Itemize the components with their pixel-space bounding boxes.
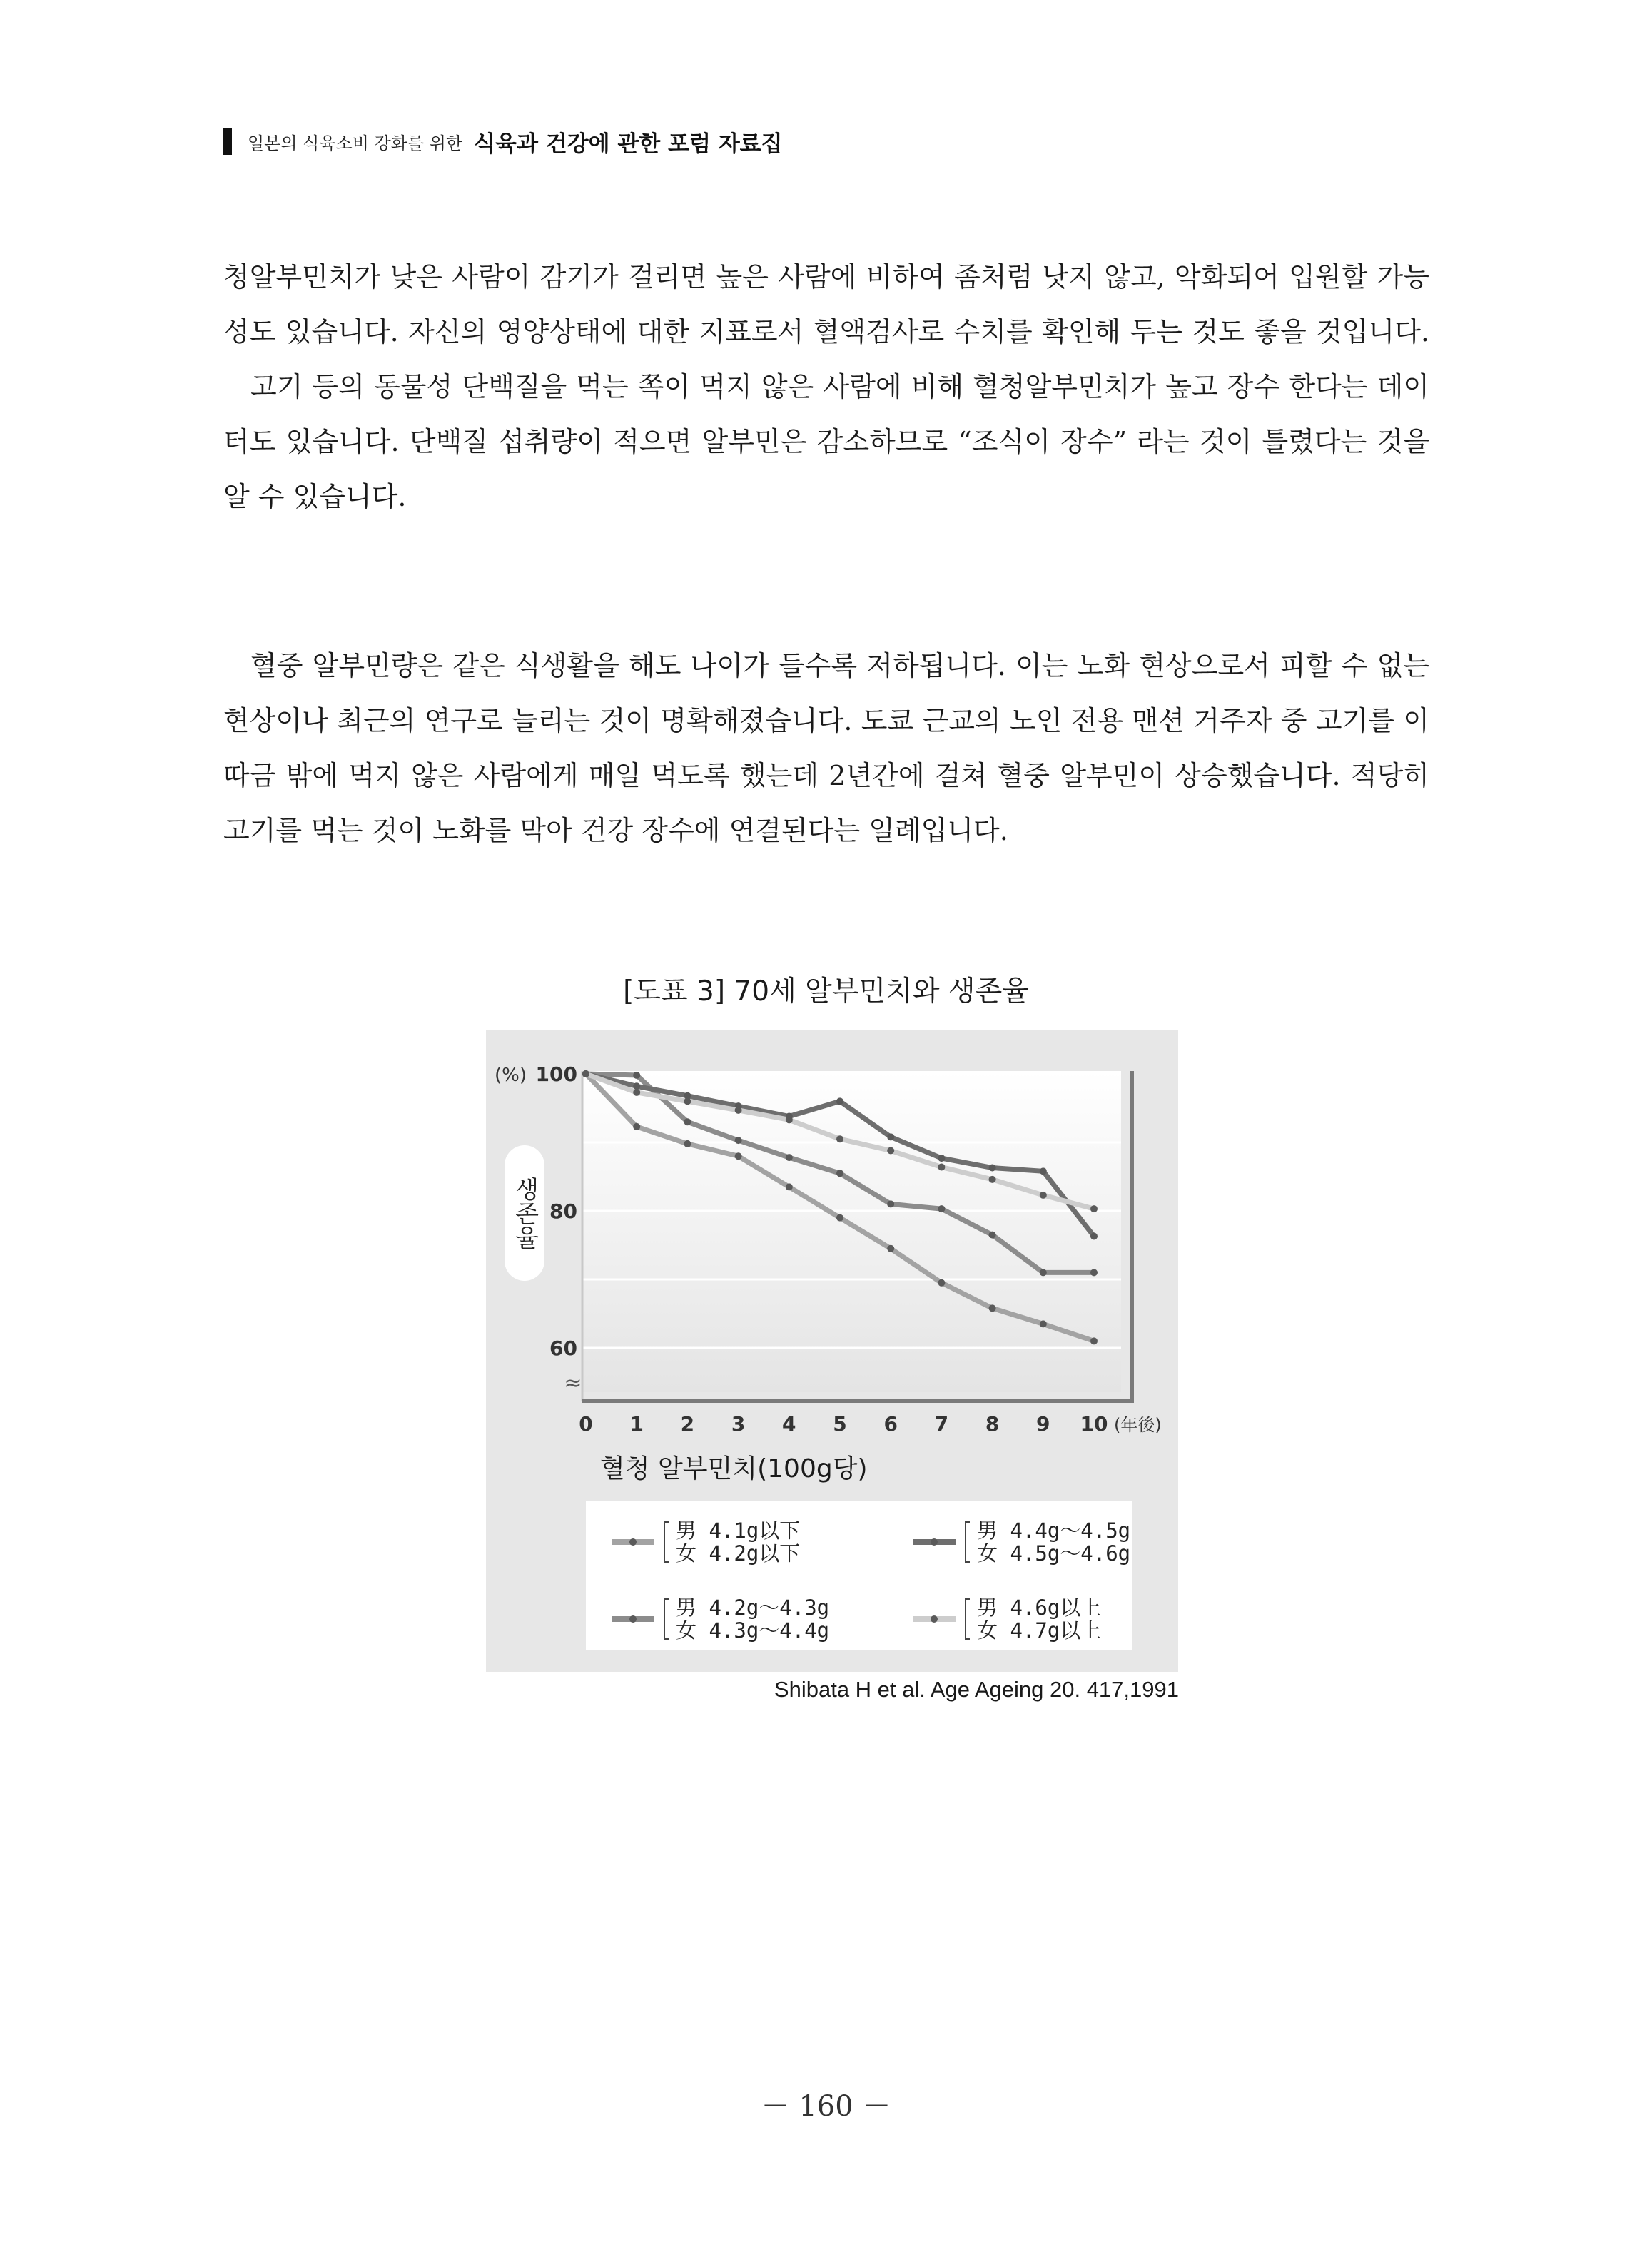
data-point: [1040, 1320, 1047, 1327]
data-point: [989, 1304, 996, 1312]
data-point: [633, 1089, 640, 1096]
survival-chart: [486, 1030, 1178, 1672]
data-point: [989, 1176, 996, 1183]
data-point: [989, 1232, 996, 1239]
x-tick-label: 8: [985, 1412, 1000, 1436]
x-tick-label: 3: [731, 1412, 746, 1436]
x-unit-label: (年後): [1114, 1415, 1162, 1435]
x-tick-label: 0: [579, 1412, 593, 1436]
data-point: [938, 1279, 945, 1287]
legend-swatch-point: [629, 1538, 637, 1546]
legend-female-label: 女 4.3g～4.4g: [676, 1618, 830, 1643]
data-point: [735, 1107, 742, 1114]
y-unit-label: (%): [495, 1065, 527, 1086]
legend-swatch-point: [629, 1615, 637, 1623]
data-point: [786, 1154, 793, 1161]
data-point: [938, 1205, 945, 1212]
figure-title: [도표 3] 70세 알부민치와 생존율: [623, 975, 1029, 1008]
y-tick-label: 80: [549, 1199, 577, 1223]
x-tick-label: 7: [934, 1412, 949, 1436]
paragraph-1: 청알부민치가 낮은 사람이 감기가 걸리면 높은 사람에 비하여 좀처럼 낫지 않고, 악화되어 입원할 가능성도 있습니다. 자신의 영양상태에 대한 지표로서 혈액검사로 수치를 확인해 두는 것도 좋을 것입니다.: [223, 261, 1429, 348]
data-point: [836, 1170, 843, 1177]
legend-female-label: 女 4.2g以下: [676, 1541, 801, 1566]
figure-source: Shibata H et al. Age Ageing 20. 417,1991: [774, 1677, 1179, 1702]
page-number: － 160 －: [761, 2090, 891, 2123]
data-point: [684, 1097, 691, 1105]
running-header: [223, 127, 783, 156]
x-tick-label: 5: [833, 1412, 847, 1436]
data-point: [735, 1137, 742, 1144]
data-point: [1090, 1337, 1098, 1344]
data-point: [887, 1133, 894, 1140]
axis-break-symbol: ≈: [564, 1371, 582, 1396]
data-point: [633, 1123, 640, 1130]
header-subtitle: 일본의 식육소비 강화를 위한: [248, 133, 463, 153]
data-point: [836, 1135, 843, 1142]
data-point: [836, 1214, 843, 1222]
data-point: [786, 1116, 793, 1123]
data-point: [684, 1118, 691, 1125]
x-axis-label: 혈청 알부민치(100g당): [600, 1454, 868, 1483]
header-bar-mark: [223, 128, 232, 155]
y-tick-label: 100: [535, 1062, 577, 1086]
plot-area: [582, 1071, 1121, 1392]
data-point: [887, 1200, 894, 1207]
legend-female-label: 女 4.7g以上: [977, 1618, 1102, 1643]
data-point: [1090, 1205, 1098, 1212]
data-point: [887, 1245, 894, 1252]
y-tick-label: 60: [549, 1336, 577, 1360]
legend-female-label: 女 4.5g～4.6g: [977, 1541, 1131, 1566]
legend-swatch-point: [931, 1538, 938, 1546]
y-axis-label: 생존율: [510, 1177, 539, 1249]
x-tick-label: 4: [782, 1412, 796, 1436]
data-point: [1040, 1167, 1047, 1175]
data-point: [887, 1147, 894, 1155]
x-tick-label: 9: [1036, 1412, 1050, 1436]
legend-male-label: 男 4.1g以下: [676, 1518, 801, 1543]
data-point: [633, 1082, 640, 1090]
body-text-block-1: [223, 250, 1429, 524]
data-point: [1040, 1192, 1047, 1199]
x-tick-label: 10: [1080, 1412, 1108, 1436]
legend-male-label: 男 4.4g～4.5g: [977, 1518, 1131, 1543]
data-point: [684, 1140, 691, 1147]
body-text-block-2: [223, 639, 1429, 858]
x-tick-label: 6: [883, 1412, 898, 1436]
x-tick-label: 1: [629, 1412, 644, 1436]
data-point: [582, 1070, 589, 1077]
data-point: [1040, 1269, 1047, 1276]
paragraph-3: 혈중 알부민량은 같은 식생활을 해도 나이가 들수록 저하됩니다. 이는 노화 현상으로서 피할 수 없는 현상이나 최근의 연구로 늘리는 것이 명확해졌습니다. 도쿄 근교의 노인 전용 맨션 거주자 중 고기를 이따금 밖에 먹지 않은 사람에게 매일 먹도록 했는데 2년간에 걸쳐 혈중 알부민이 상승했습니다. 적당히 고기를 먹는 것이 노화를 막아 건강 장수에 연결된다는 일례입니다.: [223, 650, 1429, 846]
data-point: [633, 1072, 640, 1079]
x-tick-label: 2: [680, 1412, 695, 1436]
data-point: [1090, 1233, 1098, 1240]
legend-male-label: 男 4.6g以上: [977, 1596, 1102, 1620]
header-title: 식육과 건강에 관한 포럼 자료집: [474, 131, 783, 157]
paragraph-2: 고기 등의 동물성 단백질을 먹는 쪽이 먹지 않은 사람에 비해 혈청알부민치가 높고 장수 한다는 데이터도 있습니다. 단백질 섭취량이 적으면 알부민은 감소하므로 “조식이 장수” 라는 것이 틀렸다는 것을 알 수 있습니다.: [223, 371, 1429, 512]
data-point: [938, 1164, 945, 1171]
legend-male-label: 男 4.2g～4.3g: [676, 1596, 830, 1620]
data-point: [735, 1152, 742, 1160]
data-point: [989, 1165, 996, 1172]
data-point: [836, 1097, 843, 1105]
data-point: [1090, 1269, 1098, 1276]
data-point: [938, 1155, 945, 1162]
legend-swatch-point: [931, 1615, 938, 1623]
data-point: [786, 1183, 793, 1190]
